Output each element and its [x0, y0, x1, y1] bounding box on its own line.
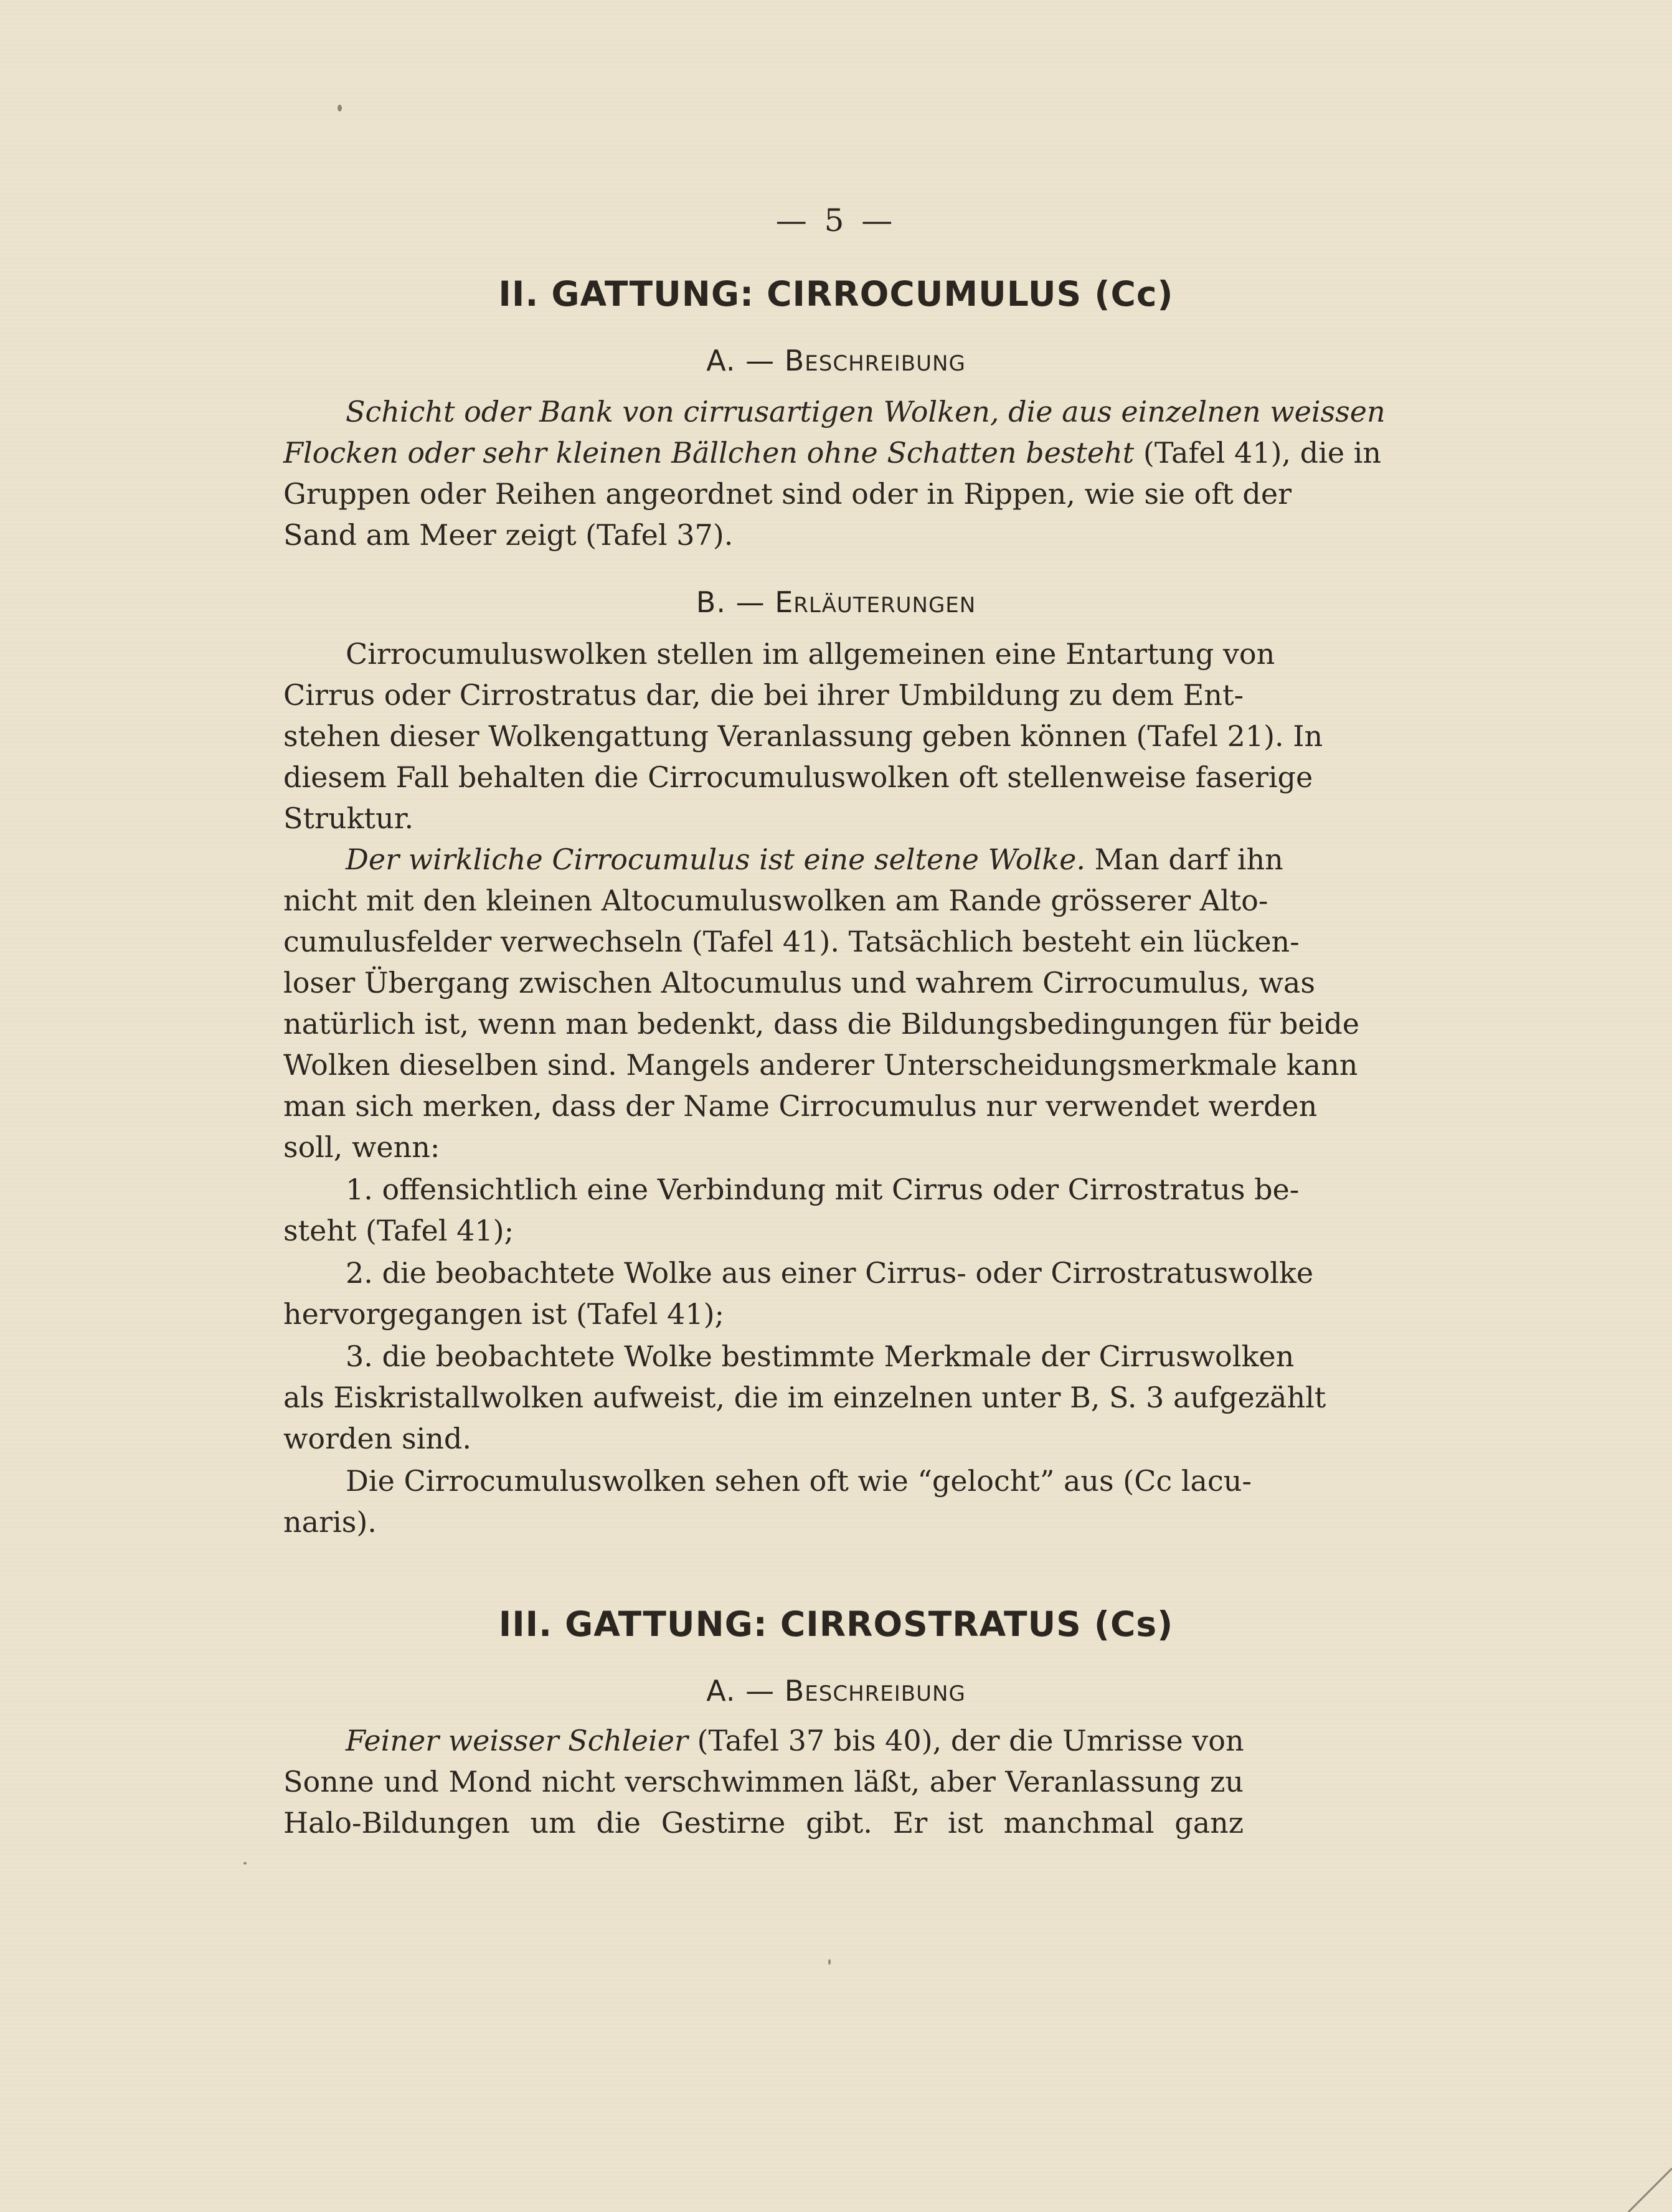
text-line: soll, wenn:: [283, 1130, 440, 1164]
text-line: als Eiskristallwolken aufweist, die im einzelnen unter B, S. 3 aufgezählt: [283, 1381, 1326, 1414]
page-corner-mark: [1616, 2143, 1672, 2212]
text-line: Schicht oder Bank von cirrusartigen Wolken, die aus einzelnen weissen: [346, 395, 1386, 428]
text-line: stehen dieser Wolkengattung Veranlassung geben können (Tafel 21). In: [283, 719, 1323, 753]
text-line: Die Cirrocumuluswolken sehen oft wie “gelocht” aus (Cc lacu-: [346, 1464, 1252, 1498]
text-line: Gruppen oder Reihen angeordnet sind oder in Rippen, wie sie oft der: [283, 477, 1292, 511]
paper-speck: [828, 1959, 831, 1965]
subheading-word: ESCHREIBUNG: [805, 351, 966, 376]
section-heading-cirrostratus: III. GATTUNG: CIRROSTRATUS (Cs): [498, 1604, 1174, 1644]
text-line: hervorgegangen ist (Tafel 41);: [283, 1297, 725, 1331]
text-line: Sand am Meer zeigt (Tafel 37).: [283, 518, 734, 552]
list-item-2: 2. die beobachtete Wolke aus einer Cirrus- oder Cirrostratuswolke: [346, 1256, 1314, 1290]
text-line: Sonne und Mond nicht verschwimmen läßt, aber Veranlassung zu: [283, 1765, 1244, 1798]
text-line: man sich merken, dass der Name Cirrocumulus nur verwendet werden: [283, 1089, 1318, 1123]
text-line: worden sind.: [283, 1422, 471, 1455]
text-line: Halo-Bildungen um die Gestirne gibt. Er ist manchmal ganz: [283, 1806, 1244, 1840]
text-line: Cirrus oder Cirrostratus dar, die bei ihrer Umbildung zu dem Ent-: [283, 678, 1244, 712]
subheading-beschreibung: [0, 344, 1672, 377]
subheading-word: ESCHREIBUNG: [805, 1681, 966, 1706]
text-line: diesem Fall behalten die Cirrocumuluswolken oft stellenweise faserige: [283, 760, 1313, 794]
list-item-3: 3. die beobachtete Wolke bestimmte Merkmale der Cirruswolken: [346, 1340, 1295, 1373]
text-line: Wolken dieselben sind. Mangels anderer Unterscheidungsmerkmale kann: [283, 1048, 1358, 1082]
subheading-beschreibung: [0, 1674, 1672, 1708]
text-line: cumulusfelder verwechseln (Tafel 41). Tatsächlich besteht ein lücken-: [283, 925, 1300, 958]
text-line: steht (Tafel 41);: [283, 1214, 514, 1247]
text-line: Flocken oder sehr kleinen Bällchen ohne Schatten besteht (Tafel 41), die in: [283, 436, 1382, 470]
text-line: Der wirkliche Cirrocumulus ist eine seltene Wolke. Man darf ihn: [346, 843, 1283, 876]
section-heading-cirrocumulus: II. GATTUNG: CIRROCUMULUS (Cc): [498, 274, 1174, 314]
text-line: natürlich ist, wenn man bedenkt, dass die Bildungsbedingungen für beide: [283, 1007, 1360, 1041]
subheading-letter: A. — B: [706, 344, 805, 377]
subheading-letter: A. — B: [706, 1674, 805, 1708]
subheading-word: RLÄUTERUNGEN: [793, 593, 976, 618]
text-line: naris).: [283, 1505, 377, 1539]
list-item-1: 1. offensichtlich eine Verbindung mit Cirrus oder Cirrostratus be-: [346, 1173, 1300, 1206]
text-line: Struktur.: [283, 801, 414, 835]
text-line: Feiner weisser Schleier (Tafel 37 bis 40), der die Umrisse von: [346, 1724, 1244, 1757]
subheading-letter: B. — E: [696, 585, 794, 619]
text-line: nicht mit den kleinen Altocumuluswolken am Rande grösserer Alto-: [283, 884, 1268, 917]
paper-speck: [338, 105, 342, 111]
text-line: loser Übergang zwischen Altocumulus und wahrem Cirrocumulus, was: [283, 966, 1315, 1000]
text-line: Cirrocumuluswolken stellen im allgemeinen eine Entartung von: [346, 637, 1275, 671]
page-number: — 5 —: [775, 202, 897, 239]
subheading-erlaeuterungen: [0, 585, 1672, 619]
paper-speck: [243, 1862, 247, 1865]
